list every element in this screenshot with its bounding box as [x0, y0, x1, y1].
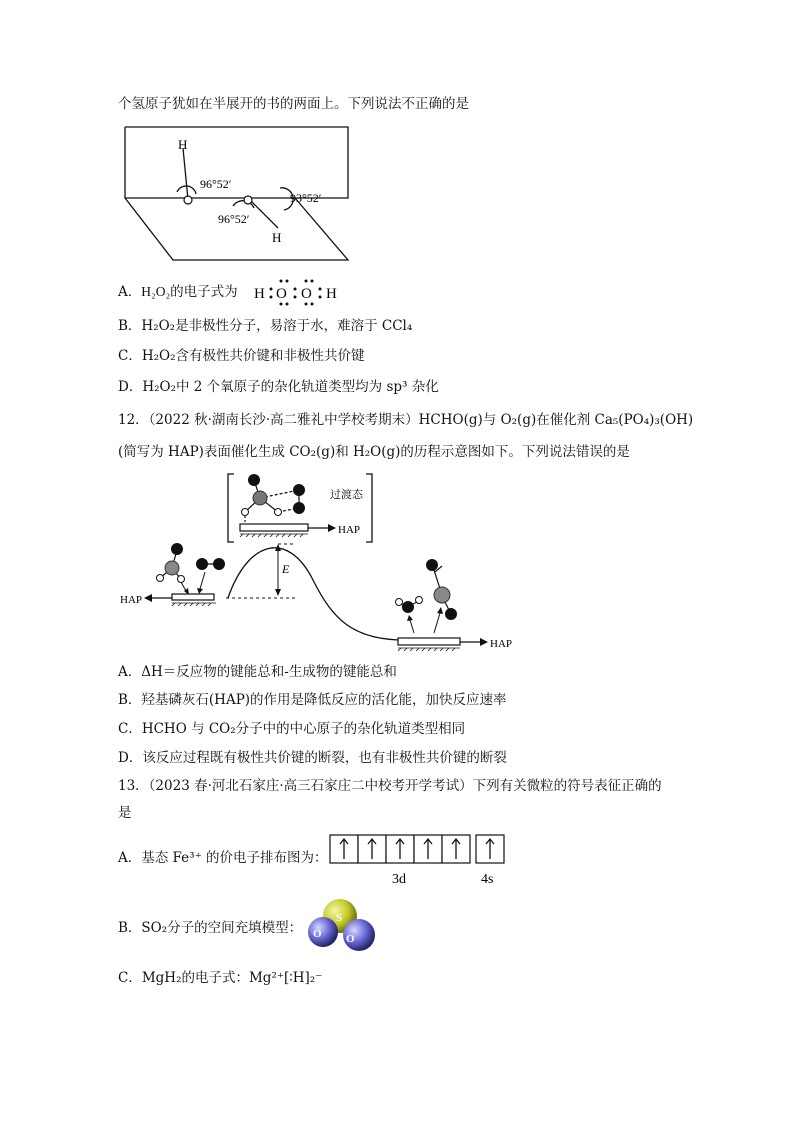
q12-option-c: C．HCHO 与 CO₂分子中的中心原子的杂化轨道类型相同 [118, 721, 466, 737]
angle-left-label: 96°52′ [200, 177, 232, 191]
q13-option-c: C．MgH₂的电子式：Mg²⁺[∶H]₂⁻ [118, 970, 323, 986]
q11-option-a [118, 282, 238, 302]
model-o1-label: O [313, 928, 322, 940]
h-bottom-label: H [272, 230, 282, 245]
q12-option-a: A．ΔH＝反应物的键能总和-生成物的键能总和 [118, 664, 397, 680]
option-a-formula: H₂O₂ [141, 284, 171, 299]
label-3d: 3d [392, 872, 406, 887]
h-top-label: H [178, 137, 188, 152]
book-figure [118, 120, 358, 265]
label-4s: 4s [481, 872, 494, 887]
q13-stem-line1: 13．（2023 春·河北石家庄·高三石家庄二中校考开学考试）下列有关微粒的符号表征正确的 [118, 778, 662, 794]
lewis-h2: H [326, 286, 337, 302]
hap-label-left: HAP [120, 594, 143, 606]
energy-label: E [282, 562, 290, 576]
q11-option-c: C．H₂O₂含有极性共价键和非极性共价键 [118, 348, 365, 364]
hap-label-top: HAP [338, 524, 361, 536]
q12-stem-line2: (简写为 HAP)表面催化生成 CO₂(g)和 H₂O(g)的历程示意图如下。下列说法错误的是 [118, 444, 630, 460]
intro-line: 个氢原子犹如在半展开的书的两面上。下列说法不正确的是 [118, 96, 469, 112]
transition-state-label: 过渡态 [330, 489, 363, 501]
q13-stem-line2: 是 [118, 805, 132, 821]
so2-space-filling-model [306, 896, 380, 956]
q13-option-b: B．SO₂分子的空间充填模型： [118, 920, 303, 936]
option-a-prefix: A． [118, 284, 142, 300]
hap-label-right: HAP [490, 638, 513, 650]
angle-bottom-label: 96°52′ [218, 212, 250, 226]
q12-option-d: D．该反应过程既有极性共价键的断裂，也有非极性共价键的断裂 [118, 750, 507, 766]
q11-option-d: D．H₂O₂中 2 个氧原子的杂化轨道类型均为 sp³ 杂化 [118, 379, 439, 395]
q13-option-a: A．基态 Fe³⁺ 的价电子排布图为： [118, 850, 328, 866]
option-a-text: 的电子式为 [170, 284, 238, 300]
model-o2-label: O [346, 933, 355, 945]
reaction-path-figure [118, 470, 528, 660]
model-s-label: S [336, 912, 343, 924]
q12-option-b: B．羟基磷灰石(HAP)的作用是降低反应的活化能，加快反应速率 [118, 692, 507, 708]
lewis-o2: O [301, 286, 312, 302]
orbital-diagram [328, 833, 513, 888]
lewis-h1: H [254, 286, 265, 302]
q12-stem-line1: 12．（2022 秋·湖南长沙·高二雅礼中学校考期末）HCHO(g)与 O₂(g)在催化剂 Ca₅(PO₄)₃(OH) [118, 412, 694, 428]
q11-option-b: B．H₂O₂是非极性分子，易溶于水，难溶于 CCl₄ [118, 318, 413, 334]
lewis-structure [254, 276, 354, 308]
lewis-o1: O [276, 286, 287, 302]
angle-right-label: 93°52′ [290, 191, 322, 205]
